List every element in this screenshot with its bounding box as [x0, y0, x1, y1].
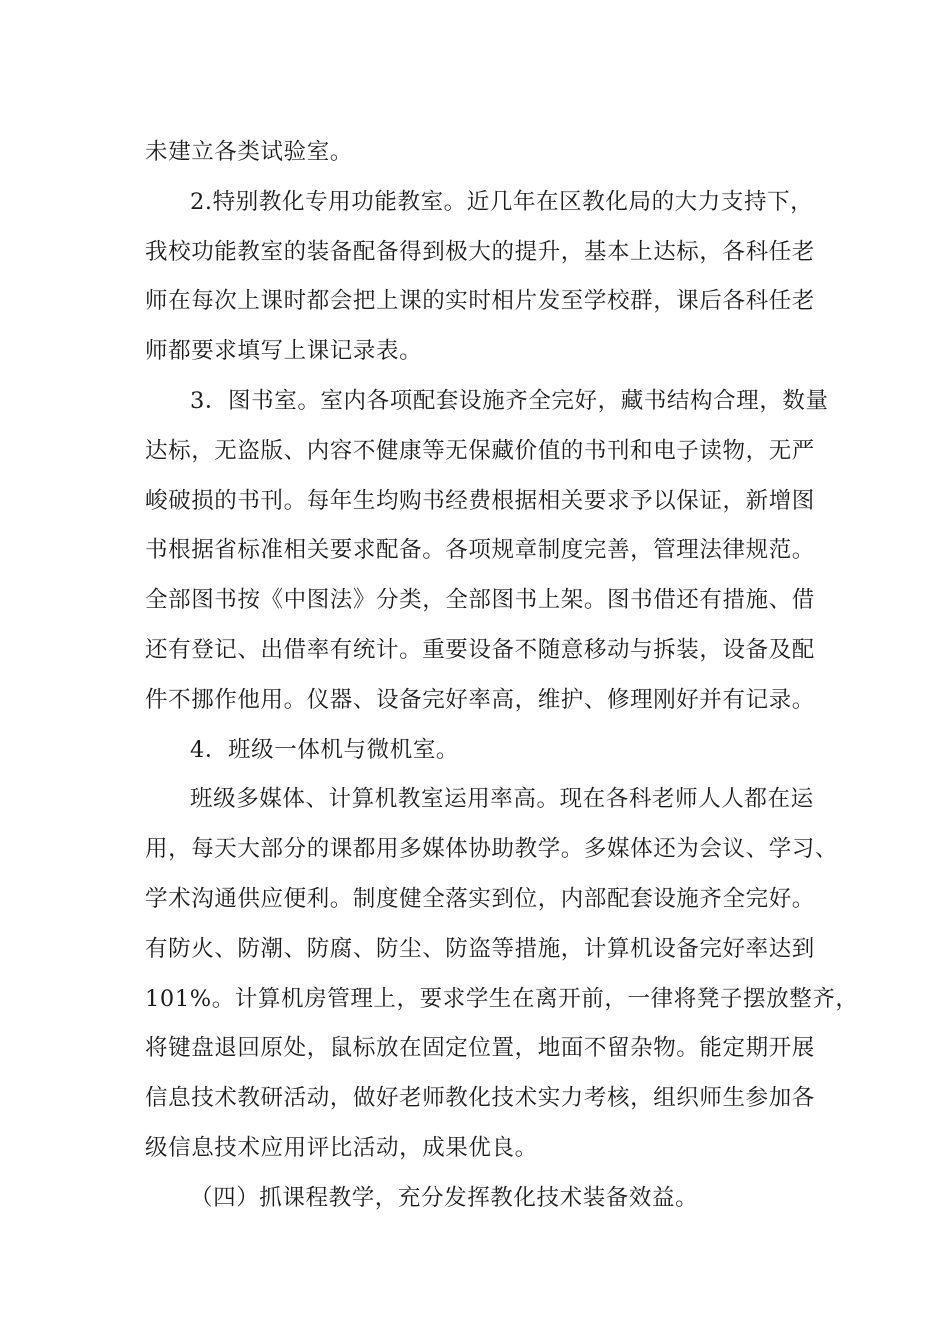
text-line: 3．图书室。室内各项配套设施齐全完好，藏书结构合理，数量	[190, 387, 829, 414]
text-line: 达标，无盗版、内容不健康等无保藏价值的书刊和电子读物，无严	[145, 437, 815, 464]
text-line: 我校功能教室的装备配备得到极大的提升，基本上达标，各科任老	[145, 238, 815, 265]
text-line: 101%。计算机房管理上，要求学生在离开前，一律将凳子摆放整齐，	[145, 985, 859, 1012]
text-line: 学术沟通供应便利。制度健全落实到位，内部配套设施齐全完好。	[145, 885, 815, 912]
text-line: 未建立各类试验室。	[145, 139, 353, 165]
text-line: 用，每天大部分的课都用多媒体协助教学。多媒体还为会议、学习、	[145, 836, 839, 863]
text-line: 2.特别教化专用功能教室。近几年在区教化局的大力支持下，	[190, 188, 814, 215]
text-line: 件不挪作他用。仪器、设备完好率高，维护、修理刚好并有记录。	[145, 686, 815, 713]
text-line: 4．班级一体机与微机室。	[190, 736, 460, 763]
text-line: 师都要求填写上课记录表。	[145, 338, 423, 365]
document-body	[145, 128, 859, 1224]
text-line: （四）抓课程教学，充分发挥教化技术装备效益。	[190, 1184, 699, 1211]
text-line: 全部图书按《中图法》分类，全部图书上架。图书借还有措施、借	[145, 587, 815, 614]
text-line: 书根据省标准相关要求配备。各项规章制度完善，管理法律规范。	[145, 537, 815, 564]
text-line: 师在每次上课时都会把上课的实时相片发至学校群，课后各科任老	[145, 288, 815, 315]
text-line: 信息技术教研活动，做好老师教化技术实力考核，组织师生参加各	[145, 1085, 815, 1112]
text-line: 级信息技术应用评比活动，成果优良。	[145, 1134, 538, 1161]
text-line: 还有登记、出借率有统计。重要设备不随意移动与拆装，设备及配	[145, 636, 815, 663]
text-line: 将键盘退回原处，鼠标放在固定位置，地面不留杂物。能定期开展	[145, 1035, 815, 1062]
text-line: 峻破损的书刊。每年生均购书经费根据相关要求予以保证，新增图	[145, 487, 815, 514]
text-line: 有防火、防潮、防腐、防尘、防盗等措施，计算机设备完好率达到	[145, 935, 815, 962]
text-line: 班级多媒体、计算机教室运用率高。现在各科老师人人都在运	[190, 786, 814, 813]
